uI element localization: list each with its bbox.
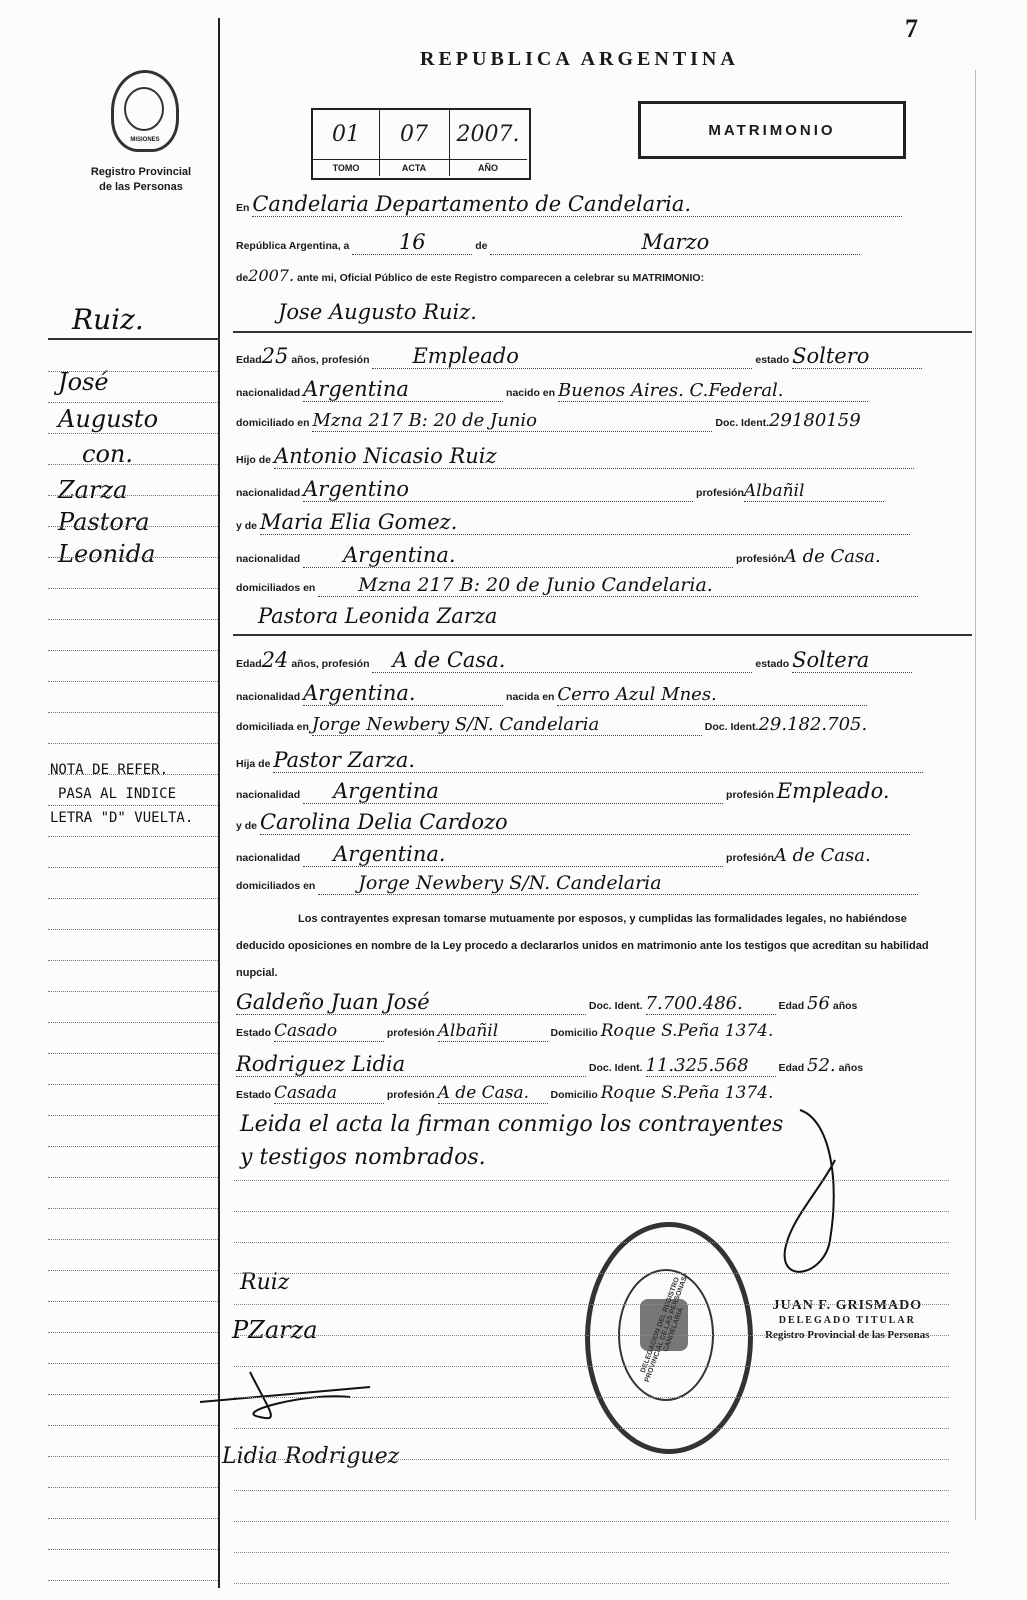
margin-rule: [48, 1269, 218, 1271]
bride-age-row: Edad24 años, profesión A de Casa. estado Soltera: [236, 648, 987, 673]
margin-rule: [48, 1517, 218, 1519]
groom-mother-nat: Argentina.: [303, 543, 733, 568]
body-rule: [234, 1366, 949, 1367]
bride-nationality-row: nacionalidad Argentina. nacida en Cerro Azul Mnes.: [236, 681, 987, 706]
body-rule: [234, 1428, 949, 1429]
witness1-doc: 7.700.486.: [646, 993, 776, 1015]
declaration-text: Los contrayentes expresan tomarse mutuamente por esposos, y cumplidas las formalidades legales, no habiéndose deducido oposiciones en nombre de la Ley procedo a declararlos unidos en matrimonio ante los testigos que acreditan su habilidad nupcial.: [236, 913, 929, 979]
closing-line-2: y testigos nombrados.: [240, 1145, 486, 1170]
witness2-status-row: Estado Casada profesión A de Casa. Domicilio Roque S.Peña 1374.: [236, 1083, 774, 1103]
registry-name: Registro Provincial de las Personas: [90, 166, 192, 193]
body-rule: [234, 1521, 949, 1522]
margin-note-2: PASA AL INDICE: [58, 786, 177, 802]
witness2-doc: 11.325.568: [646, 1055, 776, 1077]
margin-surname-line: [48, 338, 220, 340]
margin-rule: [48, 401, 218, 403]
month-value: Marzo: [490, 230, 860, 255]
groom-age: 25: [261, 344, 289, 368]
bride-father-prof: Empleado.: [776, 779, 890, 803]
margin-rule: [48, 587, 218, 589]
witness2-age: 52.: [807, 1055, 836, 1076]
signature-witness2: Lidia Rodriguez: [222, 1444, 400, 1469]
groom-domicile: Mzna 217 B: 20 de Junio: [312, 410, 712, 432]
margin-rule: [48, 773, 218, 775]
official-org: Registro Provincial de las Personas: [765, 1329, 930, 1341]
groom-nationality: Argentina: [303, 377, 503, 402]
margin-line-1: José: [58, 368, 109, 396]
groom-status: Soltero: [792, 344, 922, 369]
bride-domicile-row: domiciliada en Jorge Newbery S/N. Candelaria Doc. Ident.29.182.705.: [236, 714, 868, 735]
margin-rule: [48, 897, 218, 899]
margin-rule: [48, 1176, 218, 1178]
witness1-name: Galdeño Juan José: [236, 990, 586, 1015]
margin-rule: [48, 804, 218, 806]
margin-rule: [48, 432, 218, 434]
bride-father: Pastor Zarza.: [273, 748, 923, 773]
body-rule: [234, 1273, 949, 1274]
official-signature-icon: [760, 1100, 850, 1300]
margin-rule: [48, 1083, 218, 1085]
date-row: República Argentina, a 16 de Marzo: [236, 230, 987, 255]
bride-status: Soltera: [792, 648, 912, 673]
margin-rule: [48, 1207, 218, 1209]
body-rule: [234, 1397, 949, 1398]
bride-father-nat: Argentina: [303, 779, 723, 804]
ante-row: de2007. ante mi, Oficial Público de este Registro comparecen a celebrar su MATRIMONIO:: [236, 266, 705, 285]
margin-rule: [48, 525, 218, 527]
groom-father: Antonio Nicasio Ruiz: [274, 444, 914, 469]
bride-domicile: Jorge Newbery S/N. Candelaria: [312, 714, 702, 736]
bride-mother-nat: Argentina.: [303, 842, 723, 867]
body-rule: [234, 1242, 949, 1243]
margin-rule: [48, 959, 218, 961]
margin-note-1: NOTA DE REFER.: [50, 762, 169, 778]
bride-name: Pastora Leonida Zarza: [258, 604, 498, 628]
acta-value: 07: [400, 122, 428, 147]
margin-rule: [48, 928, 218, 930]
groom-domicile-row: domiciliado en Mzna 217 B: 20 de Junio Doc. Ident.29180159: [236, 410, 861, 431]
place-value: Candelaria Departamento de Candelaria.: [252, 192, 902, 217]
margin-rule: [48, 463, 218, 465]
margin-rule: [48, 835, 218, 837]
margin-divider: [218, 18, 220, 1588]
margin-rule: [48, 1021, 218, 1023]
groom-doc: 29180159: [769, 410, 861, 431]
margin-rule: [48, 711, 218, 713]
bride-age: 24: [261, 648, 289, 672]
page-number: 7: [905, 14, 918, 43]
bride-father-nat-row: nacionalidad Argentina profesión Empleado.: [236, 779, 890, 803]
bride-mother-nat-row: nacionalidad Argentina. profesiónA de Casa.: [236, 842, 871, 866]
margin-line-5: Pastora: [58, 508, 150, 536]
margin-rule: [48, 1300, 218, 1302]
bride-father-row: Hija de Pastor Zarza.: [236, 748, 987, 773]
bride-divider: [233, 634, 972, 636]
bride-born-in: Cerro Azul Mnes.: [557, 684, 867, 706]
margin-rule: [48, 1579, 218, 1581]
witness1-profession: Albañil: [438, 1021, 548, 1042]
body-rule: [234, 1490, 949, 1491]
acta-label: ACTA: [379, 159, 449, 176]
ano-value: 2007.: [456, 122, 520, 147]
groom-mother-nat-row: nacionalidad Argentina. profesiónA de Casa.: [236, 543, 881, 567]
bride-profession: A de Casa.: [372, 648, 752, 673]
groom-parents-dom-row: domiciliados en Mzna 217 B: 20 de Junio Candelaria.: [236, 574, 987, 597]
groom-father-row: Hijo de Antonio Nicasio Ruiz: [236, 444, 987, 469]
groom-name: Jose Augusto Ruiz.: [278, 300, 477, 324]
signature-bride: PZarza: [232, 1316, 318, 1344]
seal-text: MISIONES: [130, 137, 160, 143]
body-rule: [234, 1335, 949, 1336]
margin-rule: [48, 1331, 218, 1333]
groom-nationality-row: nacionalidad Argentina nacido en Buenos Aires. C.Federal.: [236, 377, 987, 402]
groom-parents-domicile: Mzna 217 B: 20 de Junio Candelaria.: [318, 574, 918, 597]
margin-rule: [48, 866, 218, 868]
bride-parents-dom-row: domiciliados en Jorge Newbery S/N. Candelaria: [236, 872, 987, 895]
day-value: 16: [352, 230, 472, 255]
body-rule: [234, 1304, 949, 1305]
groom-divider: [233, 331, 972, 333]
place-row: En Candelaria Departamento de Candelaria.: [236, 192, 987, 217]
body-rule: [234, 1211, 949, 1212]
bride-nationality: Argentina.: [303, 681, 503, 706]
margin-rule: [48, 494, 218, 496]
margin-rule: [48, 649, 218, 651]
stamp-text: DELEGACION DEL REGISTRO PROVINCIAL DE LAS PERSONAS · CANDELARIA: [639, 1271, 691, 1384]
margin-line-6: Leonida: [58, 540, 156, 568]
tomo-label: TOMO: [313, 159, 379, 176]
body-rule: [234, 1552, 949, 1553]
witness2-profession: A de Casa.: [438, 1083, 548, 1104]
act-type-box: MATRIMONIO: [638, 101, 906, 159]
margin-note-3: LETRA "D" VUELTA.: [50, 810, 194, 826]
margin-rule: [48, 1145, 218, 1147]
witness1-domicile: Roque S.Peña 1374.: [600, 1021, 774, 1041]
groom-mother-row: y de Maria Elia Gomez.: [236, 510, 987, 535]
ano-label: AÑO: [449, 159, 527, 176]
signature-groom: Ruiz: [240, 1270, 290, 1295]
tomo-value: 01: [332, 122, 360, 147]
witness1-row: Galdeño Juan José Doc. Ident. 7.700.486. Edad 56 años: [236, 990, 858, 1014]
witness2-name: Rodriguez Lidia: [236, 1052, 586, 1077]
margin-rule: [48, 370, 218, 372]
margin-rule: [48, 556, 218, 558]
bride-doc: 29.182.705.: [758, 714, 868, 735]
official-title: DELEGADO TITULAR: [778, 1315, 916, 1326]
bride-mother-row: y de Carolina Delia Cardozo: [236, 810, 987, 835]
margin-rule: [48, 742, 218, 744]
witness2-domicile: Roque S.Peña 1374.: [600, 1083, 774, 1103]
groom-father-nat-row: nacionalidad Argentino profesiónAlbañil: [236, 477, 987, 502]
margin-rule: [48, 618, 218, 620]
margin-rule: [48, 990, 218, 992]
witness2-status: Casada: [274, 1083, 384, 1104]
body-rule: [234, 1583, 949, 1584]
groom-mother: Maria Elia Gomez.: [260, 510, 910, 535]
republic-heading: REPUBLICA ARGENTINA: [420, 48, 739, 70]
margin-line-2: Augusto: [58, 405, 159, 433]
body-rule: [234, 1180, 949, 1181]
bride-parents-domicile: Jorge Newbery S/N. Candelaria: [318, 872, 918, 895]
official-name: JUAN F. GRISMADO: [772, 1298, 923, 1313]
year-value: 2007.: [248, 266, 295, 285]
margin-line-4: Zarza: [58, 476, 128, 504]
groom-father-nat: Argentino: [303, 477, 693, 502]
margin-rule: [48, 1548, 218, 1550]
margin-rule: [48, 1455, 218, 1457]
witness1-status-row: Estado Casado profesión Albañil Domicilio Roque S.Peña 1374.: [236, 1021, 774, 1041]
margin-line-3: con.: [82, 440, 133, 468]
margin-rule: [48, 1052, 218, 1054]
official-stamp-icon: [585, 1222, 753, 1454]
groom-born-in: Buenos Aires. C.Federal.: [558, 380, 868, 402]
record-box: [311, 108, 531, 180]
body-rule: [234, 1459, 949, 1460]
margin-rule: [48, 1238, 218, 1240]
margin-rule: [48, 1486, 218, 1488]
registry-seal-icon: [111, 70, 179, 152]
closing-line-1: Leida el acta la firman conmigo los contrayentes: [240, 1112, 784, 1137]
margin-rule: [48, 680, 218, 682]
groom-profession: Empleado: [372, 344, 752, 369]
witness2-row: Rodriguez Lidia Doc. Ident. 11.325.568 Edad 52. años: [236, 1052, 864, 1076]
witness1-status: Casado: [274, 1021, 384, 1042]
margin-rule: [48, 1114, 218, 1116]
groom-age-row: Edad25 años, profesión Empleado estado Soltero: [236, 344, 987, 369]
groom-mother-prof: A de Casa.: [783, 546, 881, 567]
groom-father-prof: Albañil: [744, 481, 884, 502]
bride-mother: Carolina Delia Cardozo: [260, 810, 910, 835]
margin-surname: Ruiz.: [72, 303, 144, 336]
bride-mother-prof: A de Casa.: [773, 845, 871, 866]
witness1-age: 56: [807, 993, 830, 1014]
